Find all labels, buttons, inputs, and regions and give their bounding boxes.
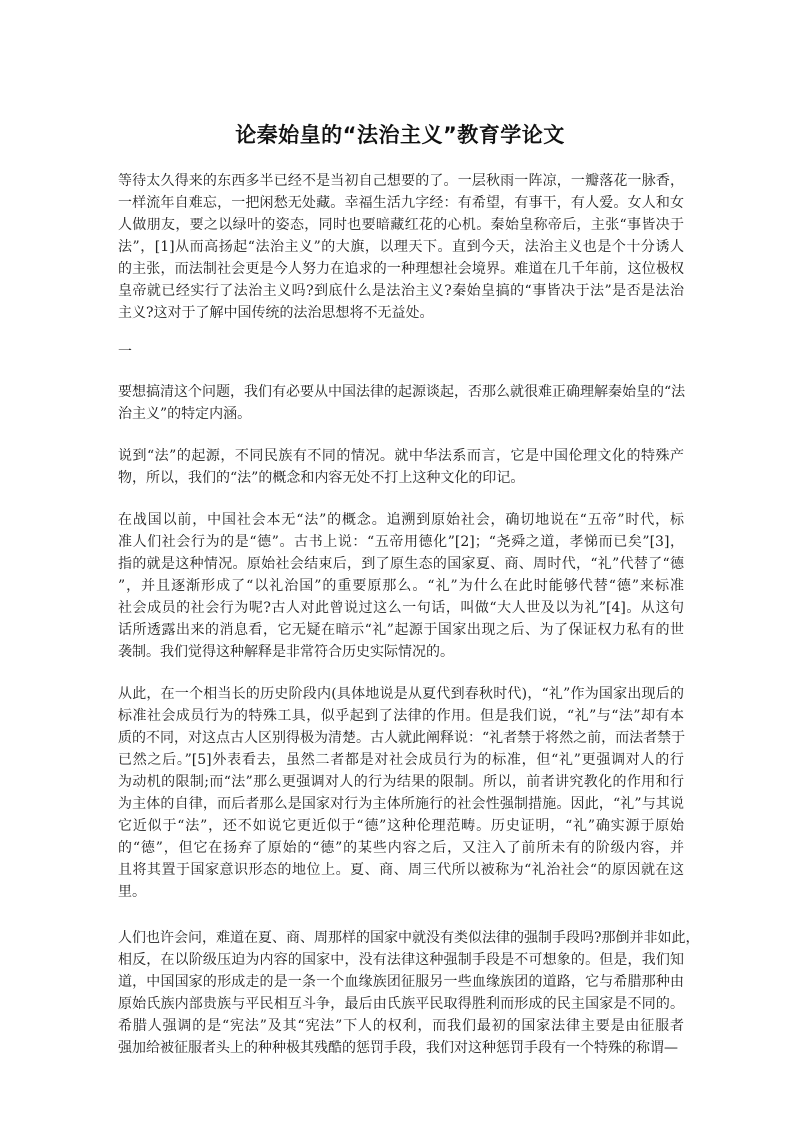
text-line: 为主体的自律，而后者那么是国家对行为主体所施行的社会性强制措施。因此，“礼”与其说 [118,796,684,812]
document-title: 论秦始皇的“法治主义”教育学论文 [235,123,565,147]
text-line: 标准社会成员行为的特殊工具，似乎起到了法律的作用。但是我们说，“礼”与“法”却有本 [118,708,684,724]
text-line: 为动机的限制;而“法”那么更强调对人的行为结果的限制。所以，前者讲究教化的作用和行 [118,774,684,790]
text-line: 的“德”，但它在扬弃了原始的“德”的某些内容之后，又注入了前所未有的阶级内容，并 [118,840,684,856]
text-line: 准人们社会行为的是“德”。古书上说：“五帝用德化”[2]；“尧舜之道，孝悌而已矣”[3]， [118,534,684,550]
text-line: 皇帝就已经实行了法治主义吗?到底什么是法治主义?秦始皇搞的“事皆决于法”是否是法治 [118,283,684,299]
paragraph-origin [118,381,684,425]
text-line: 原始氏族内部贵族与平民相互斗争，最后由氏族平民取得胜利而形成的民主国家是不同的。 [118,996,684,1012]
text-line: 治主义”的特定内涵。 [118,406,252,422]
text-line: 话所透露出来的消息看，它无疑在暗示“礼”起源于国家出现之后、为了保证权力私有的世 [118,622,684,638]
text-line: 主义?这对于了解中国传统的法治思想将不无益处。 [118,305,434,321]
text-line: 已然之后。”[5]外表看去，虽然二者都是对社会成员行为的标准，但“礼”更强调对人的行 [118,752,684,768]
paragraph-coercion [118,927,700,1059]
text-line: ”，并且逐渐形成了“以礼治国”的重要原那么。“礼”为什么在此时能够代替“德”来标准 [118,578,684,594]
text-line: 从此，在一个相当长的历史阶段内(具体地说是从夏代到春秋时代)，“礼”作为国家出现后的 [118,686,684,702]
text-line: 在战国以前，中国社会本无“法”的概念。追溯到原始社会，确切地说在“五帝”时代，标 [118,512,684,528]
text-line: 物，所以，我们的“法”的概念和内容无处不打上这种文化的印记。 [118,470,525,486]
paragraph-intro [118,170,684,324]
section-heading-one [118,341,684,363]
text-line: 强加给被征服者头上的种种极其残酷的惩罚手段，我们对这种惩罚手段有一个特殊的称谓— [118,1040,678,1056]
paragraph-warring-states [118,509,684,663]
text-line: 说到“法”的起源，不同民族有不同的情况。就中华法系而言，它是中国伦理文化的特殊产 [118,448,684,464]
text-line: 一样流年自难忘，一把闲愁无处藏。幸福生活九字经：有希望，有事干，有人爱。女人和女 [118,195,684,211]
text-line: 且将其置于国家意识形态的地位上。夏、商、周三代所以被称为“礼治社会“的原因就在这 [118,862,684,878]
paragraph-li-vs-fa [118,683,684,903]
text-line: 要想搞清这个问题，我们有必要从中国法律的起源谈起，否那么就很难正确理解秦始皇的“法 [118,384,686,400]
paragraph-fa-origin [118,445,684,489]
text-line: 袭制。我们觉得这种解释是非常符合历史实际情况的。 [118,644,454,660]
text-line: 指的就是这种情况。原始社会结束后，到了原生态的国家夏、商、周时代，“礼”代替了“德 [118,556,684,572]
text-line: 质的不同，对这点古人区别得极为清楚。古人就此阐释说：“礼者禁于将然之前，而法者禁于 [118,730,686,746]
text-line: 道，中国国家的形成走的是一条一个血缘族团征服另一些血缘族团的道路，它与希腊那种由 [118,974,684,990]
text-line: 一 [118,344,132,360]
text-line: 人们也许会问，难道在夏、商、周那样的国家中就没有类似法律的强制手段吗?那倒并非如此， [118,930,700,946]
text-line: 里。 [118,884,146,900]
text-line: 人做朋友，要之以绿叶的姿态，同时也要暗藏红花的心机。秦始皇称帝后，主张“事皆决于 [118,217,684,233]
text-line: 的主张，而法制社会更是今人努力在追求的一种理想社会境界。难道在几千年前，这位极权 [118,261,684,277]
text-line: 社会成员的社会行为呢?古人对此曾说过这么一句话，叫做“大人世及以为礼”[4]。从这句 [118,600,684,616]
text-line: 它近似于“法”，还不如说它更近似于“德”这种伦理范畴。历史证明，“礼”确实源于原始 [118,818,684,834]
text-line: 等待太久得来的东西多半已经不是当初自己想要的了。一层秋雨一阵凉，一瓣落花一脉香， [118,173,684,189]
text-line: 希腊人强调的是“宪法”及其“宪法”下人的权利，而我们最初的国家法律主要是由征服者 [118,1018,684,1034]
text-line: 法”，[1]从而高扬起“法治主义”的大旗，以理天下。直到今天，法治主义也是个十分诱人 [118,239,684,255]
text-line: 相反，在以阶级压迫为内容的国家中，没有法律这种强制手段是不可想象的。但是，我们知 [118,952,684,968]
